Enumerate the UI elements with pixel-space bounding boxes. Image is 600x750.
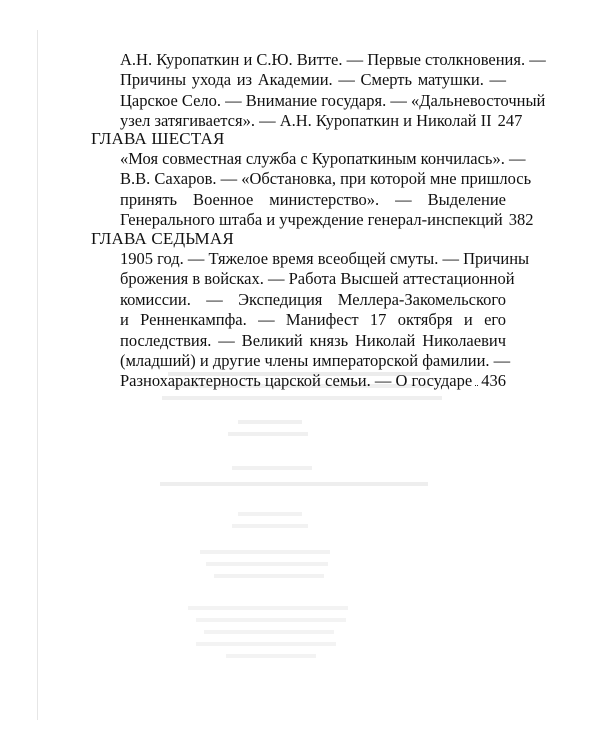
entry-line: «Моя совместная служба с Куропаткиным кончилась». — bbox=[120, 149, 526, 168]
entry-last-line bbox=[120, 210, 534, 230]
entry-line: (младший) и другие члены императорской фамилии. — bbox=[120, 351, 511, 371]
toc-entry-chapter5-end bbox=[120, 50, 546, 132]
toc-entry-chapter7 bbox=[120, 249, 530, 392]
page-number: 382 bbox=[508, 210, 534, 230]
entry-line: 1905 год. — Тяжелое время всеобщей смуты. — Причины bbox=[120, 249, 530, 268]
page-number: 436 bbox=[481, 371, 506, 391]
entry-last-line bbox=[120, 371, 506, 391]
chapter-heading-6: ГЛАВА ШЕСТАЯ bbox=[91, 129, 225, 148]
entry-line: узел затягивается». — А.Н. Куропаткин и Николай II bbox=[120, 111, 492, 131]
entry-line: принять Военное министерство». — Выделение bbox=[120, 189, 506, 209]
page-number: 247 bbox=[497, 111, 523, 131]
toc-entry-chapter6 bbox=[120, 149, 534, 231]
entry-line: комиссии. — Экспедиция Меллера-Закомельского bbox=[120, 289, 506, 309]
entry-line: А.Н. Куропаткин и С.Ю. Витте. — Первые столкновения. — bbox=[120, 50, 546, 69]
entry-line: В.В. Сахаров. — «Обстановка, при которой мне пришлось bbox=[120, 169, 532, 189]
page-edge-shadow bbox=[37, 30, 38, 720]
chapter-heading-7: ГЛАВА СЕДЬМАЯ bbox=[91, 229, 234, 248]
dot-leader bbox=[475, 384, 478, 386]
entry-line: и Ренненкампфа. — Манифест 17 октября и его bbox=[120, 310, 506, 330]
entry-line: брожения в войсках. — Работа Высшей аттестационной bbox=[120, 269, 515, 289]
entry-line: Причины ухода из Академии. — Смерть матушки. — bbox=[120, 70, 506, 90]
entry-line: Разнохарактерность царской семьи. — О государе bbox=[120, 371, 473, 391]
entry-line: Генерального штаба и учреждение генерал-инспекций bbox=[120, 210, 503, 230]
entry-line: Царское Село. — Внимание государя. — «Дальневосточный bbox=[120, 90, 546, 110]
entry-line: последствия. — Великий князь Николай Николаевич bbox=[120, 330, 506, 350]
